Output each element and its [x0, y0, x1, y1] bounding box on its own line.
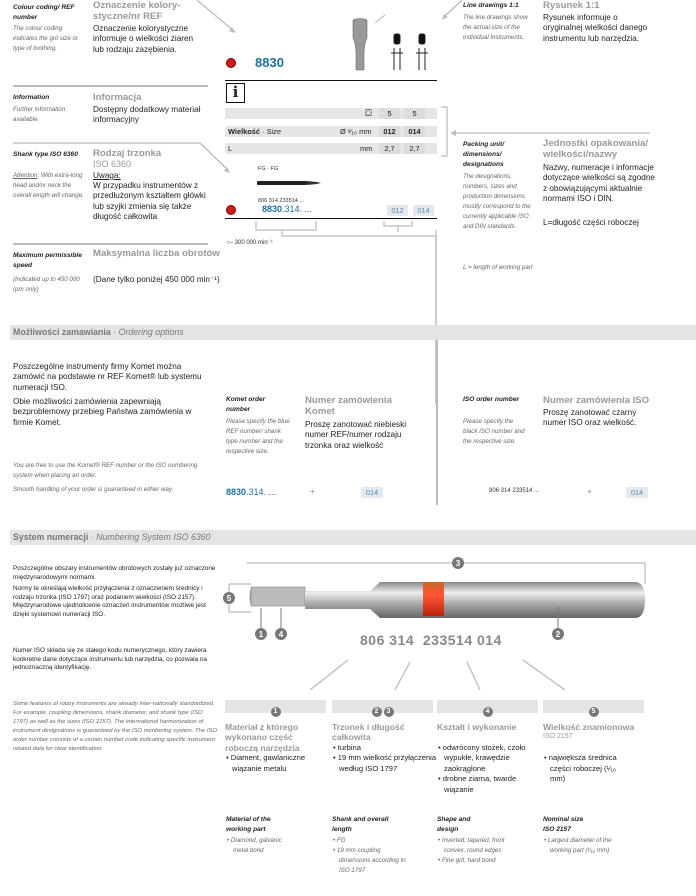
iso-pl-text: Proszę zanotować czarny numer ISO oraz wielkość.: [543, 408, 637, 428]
shank-en-title: Shank type ISO 6360: [13, 151, 78, 158]
plus-sign: +: [587, 487, 592, 496]
colour-dot: [226, 58, 236, 68]
packing-pl-l: L=długość części roboczej: [543, 218, 639, 227]
packing-en-title: Packing unit/ dimensions/ designations: [463, 141, 505, 168]
ordering-en1: You are free to use the Komet® REF number or the ISO numbering system when placing an order.: [13, 462, 198, 479]
komet-en-title: Komet order number: [226, 396, 266, 413]
ordering-p2: Obie możliwości zamówienia zapewniają bezproblemowy przebieg Państwa zamówienia w firmie Komet.: [13, 397, 192, 427]
length-cell: 2,7: [379, 143, 400, 154]
order-ref-main: 8830: [262, 204, 283, 214]
column-3-en: Shape and design • Inverted, tapered, front convex, round edges • Fine grit, hard bond: [437, 816, 505, 864]
column-2-en: Shank and overall length • FG • 19 mm coupling dimensions according to ISO 1797: [332, 816, 406, 874]
marker-3: 3: [455, 559, 461, 568]
column-3: Kształt i wykonanie • odwrócony stożek, czoło wypukłe, krawędzie zaokrąglone • drobne ziarna, twarde wiązanie: [437, 722, 540, 795]
size-label-en: · Size: [259, 127, 281, 136]
packing-cell: 5: [379, 108, 400, 119]
speed-pl-text: (Dane tylko poniżej 450 000 min⁻¹): [93, 275, 220, 284]
iso-code: 806 314 233514 ...: [489, 488, 540, 494]
column-4: Wielkość znamionowa ISO 2157 • największa średnica części roboczej (¹⁄₁₀ mm): [543, 722, 635, 784]
iso-pl-title: Numer zamówienia ISO: [543, 395, 650, 406]
shank-pl-text: W przypadku instrumentów z przedłużonym kształtem główki lub szyjki zmienia się także długość całkowita: [93, 181, 206, 222]
colour-dot-order: [226, 205, 236, 215]
order-size-cell: 012: [387, 205, 408, 216]
speed-en-title: Maximum permissible speed: [13, 252, 82, 269]
arrow-drawings: [440, 0, 465, 22]
speed-value: ○– 300 000 min⁻¹: [226, 240, 273, 246]
connector-lines: [250, 219, 440, 409]
column-1-en: Material of the working part • Diamond, galvanic metal bond: [226, 816, 282, 854]
komet-ref-main: 8830: [226, 487, 247, 497]
komet-ref-rest: .314. ...: [246, 487, 277, 497]
packing-row: [225, 108, 437, 119]
column-4-en: Nominal size ISO 2157 • Largest diameter of the working part (¹⁄₁₀ mm): [543, 816, 612, 854]
packing-pl-text: Nazwy, numeracje i informacje dotyczące wielkości są zgodne z obowiązującymi aktualnie normami ISO i DIN.: [543, 163, 655, 204]
list-item: • największa średnica części roboczej (¹⁄₁₀ mm): [544, 753, 617, 784]
ref-number: 8830: [255, 55, 284, 70]
numbering-p1: Poszczególne obszary instrumentów obrotowych zostały już oznaczone międzynarodowymi normami.: [13, 565, 216, 581]
drawings-en-title: Line drawings 1:1: [463, 2, 519, 9]
length-unit: mm: [360, 144, 373, 153]
divider-vertical: [436, 340, 438, 505]
length-cell: 2,7: [404, 143, 425, 154]
ordering-p1: Poszczególne instrumenty firmy Komet można zamówić na podstawie nr REF Komet® lub systemu numeracji ISO.: [13, 362, 202, 392]
iso-en-title: ISO order number: [463, 396, 520, 403]
shank-pl-attention: Uwaga:: [93, 171, 121, 180]
komet-size: 014: [361, 487, 383, 498]
numbering-p2: Normy te określają wielkość przyłączenia z oznaczeniem średnicy i rodzaju trzonka (ISO 1797) oraz podaniem wielkości (ISO 2157). Międzynarodowe ujednolicenie oznaczeń instrumentów możliwe jest dzięki systemowi numeracji ISO.: [13, 585, 206, 619]
shank-pl-sub: ISO 6360: [93, 159, 132, 169]
marker-4: 4: [278, 630, 284, 639]
shank-en-text: : With extra-long head and/or neck the overall length will change.: [13, 172, 84, 199]
info-pl-title: Informacja: [93, 92, 142, 103]
size-label: Wielkość: [228, 127, 260, 136]
shank-pl-title: Rodzaj trzonka: [93, 148, 162, 159]
numbering-p3: Numer ISO składa się ze stałego kodu numerycznego, który zawiera konkretne dane dotyczące instrumentu lub narzędzia, co pozwala na jednoznaczną identyfikację.: [13, 647, 207, 672]
iso-code-large: 806 314 233514 014: [360, 632, 502, 648]
drawings-pl-title: Rysunek 1:1: [543, 0, 600, 11]
info-en-text: Further information available.: [13, 106, 66, 123]
size-cell: 012: [379, 126, 400, 137]
marker-1: 1: [258, 630, 264, 639]
drawings-pl-text: Rysunek informuje o oryginalnej wielkości danego instrumentu lub narzędzia.: [543, 13, 648, 43]
speed-pl-title: Maksymalna liczba obrotów: [93, 248, 220, 259]
list-item: • turbina: [333, 743, 361, 752]
length-label: L: [228, 144, 233, 153]
shank-type-label: FG · FG: [258, 166, 279, 172]
iso-code-small: 806 314 233514 ...: [258, 198, 304, 204]
list-item: • Diament, gawlaniczne wiązanie metalu: [226, 753, 306, 773]
column-1: Materiał z którego wykonano część roboczą narzędzia • Diament, gawlaniczne wiązanie metalu: [225, 722, 328, 774]
iso-size: 014: [626, 487, 648, 498]
instrument-diagram: [215, 550, 695, 690]
numbering-header: System numeracji · Numbering System ISO 6360: [10, 530, 696, 545]
length-row: [225, 143, 437, 154]
column-header-2: 2 3: [332, 700, 433, 713]
packing-en-l: L = length of working part: [463, 264, 533, 271]
komet-pl-text: Proszę zanotować niebieski numer REF/numer rodzaju trzonka oraz wielkość: [305, 420, 407, 450]
info-en-title: Information: [13, 94, 50, 101]
colour-pl-title: Oznaczenie kolory-styczne/nr REF: [93, 0, 181, 22]
list-item: • drobne ziarna, twarde wiązanie: [438, 774, 517, 794]
ordering-header: Możliwości zamawiania · Ordering options: [10, 325, 696, 340]
info-pl-text: Dostępny dodatkowy materiał informacyjny: [93, 105, 201, 125]
column-header-1: 1: [225, 700, 326, 713]
arrow-info: [13, 85, 208, 87]
colour-pl-text: Oznaczenie kolorystyczne informuje o wielkości ziaren lub rodzaju zazębienia.: [93, 24, 194, 54]
iso-en-text: Please specify the black ISO number and the respective size.: [463, 418, 525, 445]
packing-en-text: The designations, numbers, sizes and production dimensions mostly correspond to the currently applicable ISO and DIN standards.: [463, 173, 531, 230]
numbering-en: Some features of rotary instruments are already inter-nationally standardized. For example, coupling dimensions, shank diameter, and shank type (ISO 1797) as well as the sizes (ISO 2157). The international harmonization of instrument designations is guaranteed by the ISO numbering system. The ISO order number consists of a certain number code indicating specific instrument related data for clear identification.: [13, 701, 217, 752]
order-ref-rest: .314. ...: [282, 204, 313, 214]
speed-icon: ○–: [226, 240, 233, 246]
shank-drawing: [257, 179, 323, 187]
plus-sign: +: [310, 487, 315, 496]
packing-cell: 5: [404, 108, 425, 119]
komet-en-text: Please specify the blue REF number/ shank type number and the respective size.: [226, 418, 290, 455]
colour-en-text: The colour coding indicates the grit size or type of toothing.: [13, 25, 78, 52]
list-item: • odwrócony stożek, czoło wypukłe, krawędzie zaokrąglone: [438, 743, 526, 773]
marker-2: 2: [555, 630, 561, 639]
column-2: Trzonek i długość całkowita • turbina • 19 mm wielkość przyłączenia według ISO 1797: [332, 722, 437, 773]
column-header-4: 5: [543, 700, 644, 713]
arrow-speed: [13, 243, 208, 245]
packing-pl-title: Jednostki opakowania/ wielkości/nazwy: [543, 138, 649, 160]
package-icon: ⛋: [365, 108, 372, 118]
arrow-colour: [195, 0, 245, 40]
column-header-3: 4: [437, 700, 538, 713]
size-cell: 014: [404, 126, 425, 137]
info-icon: i: [226, 83, 245, 103]
divider: [225, 80, 437, 81]
order-size-cell: 014: [413, 205, 434, 216]
attention-en: Attention: [13, 172, 38, 179]
ordering-en2: Smooth handling of your order is guaranteed in either way.: [13, 486, 174, 493]
size-unit: Ø ¹⁄₁₀ mm: [340, 127, 372, 136]
komet-pl-title: Numer zamówienia Komet: [305, 395, 392, 417]
colour-en-title: Colour coding/ REF number: [13, 4, 75, 21]
list-item: • 19 mm wielkość przyłączenia według ISO 1797: [333, 753, 437, 773]
marker-5: 5: [226, 594, 232, 603]
instrument-drawings: [345, 15, 445, 75]
drawings-en-text: The line drawings show the actual size of the individual instruments.: [463, 14, 528, 41]
speed-en-text: (Indicated up to 450 000 rpm only): [13, 276, 80, 293]
size-row: [225, 126, 437, 137]
